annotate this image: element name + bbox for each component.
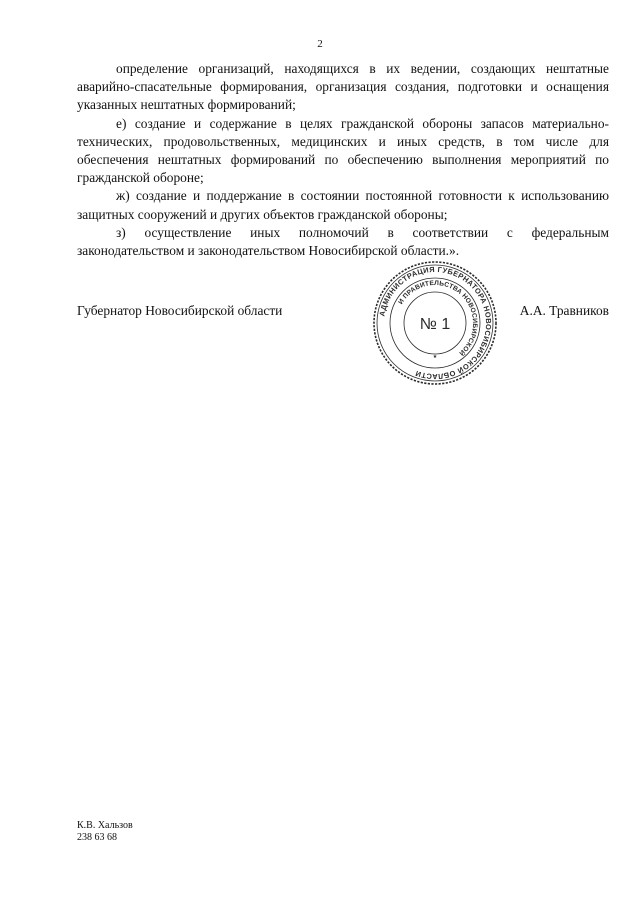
paragraph-zh: ж) создание и поддержание в состоянии постоянной готовности к использованию защитных сооружений и других объектов гражданской обороны; (77, 188, 609, 222)
author-name: К.В. Хальзов (77, 820, 133, 831)
document-body (77, 60, 609, 260)
author-phone: 238 63 68 (77, 832, 117, 843)
seal-graphic (370, 258, 500, 388)
seal-inner-text: И ПРАВИТЕЛЬСТВА НОВОСИБИРСКОЙ (397, 279, 479, 357)
paragraph-z: з) осуществление иных полномочий в соответствии с федеральным законодательством и законодательством Новосибирской области.». (77, 224, 609, 259)
document-footer (77, 820, 133, 844)
signatory-name: А.А. Травников (519, 303, 609, 318)
seal-bottom-star-icon: ★ (432, 354, 438, 360)
paragraph-e: е) создание и содержание в целях гражданской обороны запасов материально-технических, продовольственных, медицинских и иных средств, в том числе для обеспечения нештатных формирований по обеспечению выполнения мероприятий по гражданской обороне; (77, 115, 609, 186)
signatory-position: Губернатор Новосибирской области (77, 303, 283, 318)
page-number: 2 (317, 38, 323, 50)
paragraph-intro: определение организаций, находящихся в их ведении, создающих нештатные аварийно-спасательные формирования, организация создания, подготовки и оснащения указанных нештатных формирований; (77, 61, 609, 113)
seal-center-number: № 1 (419, 316, 451, 333)
seal-outer-text: АДМИНИСТРАЦИЯ ГУБЕРНАТОРА НОВОСИБИРСКОЙ ОБЛАСТИ (377, 264, 494, 382)
official-seal-stamp (370, 258, 500, 388)
